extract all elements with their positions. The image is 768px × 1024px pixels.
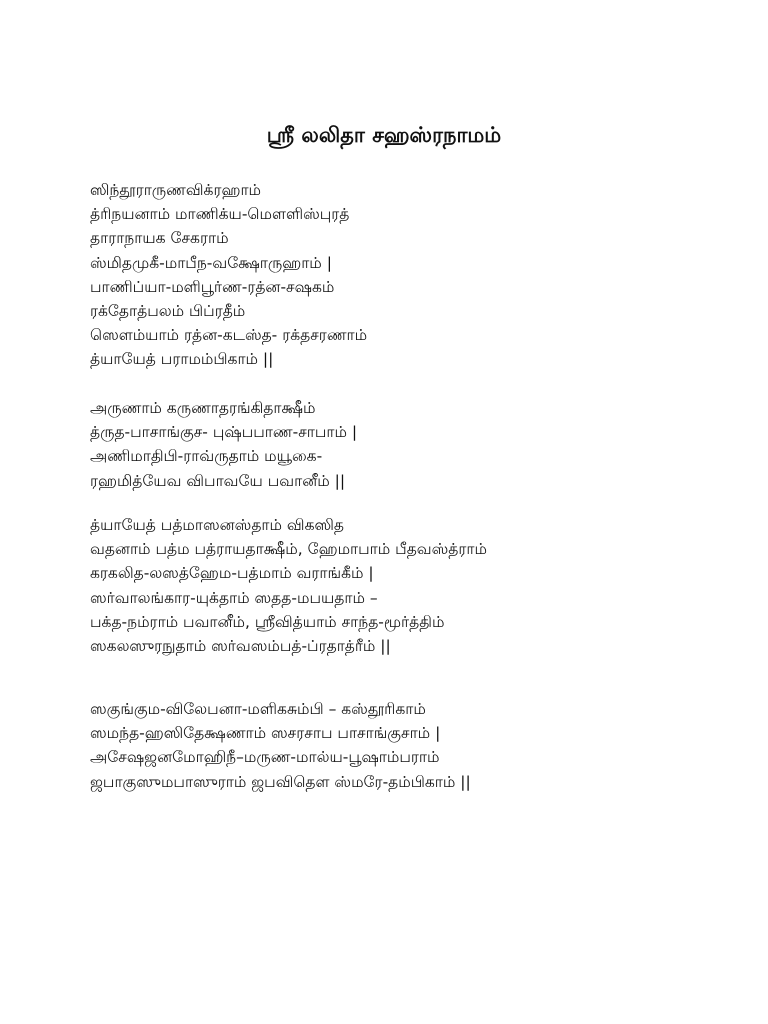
verse-line: ஜபாகுஸுமபாஸுராம் ஜபவிதௌ ஸ்மரே-தம்பிகாம் || xyxy=(90,772,471,791)
verse-line: பக்த-நம்ராம் பவானீம், ஸ்ரீவித்யாம் சாந்த-மூர்த்திம் xyxy=(90,612,445,631)
verse-line: ரஹமித்யேவ விபாவயே பவானீம் || xyxy=(90,471,346,490)
verse-line: வதனாம் பத்ம பத்ராயதாக்ஷீம், ஹேமாபாம் பீதவஸ்த்ராம் xyxy=(90,540,487,559)
stanza-4 xyxy=(90,697,730,794)
verse-line: அணிமாதிபி-ராவ்ருதாம் மயூகை- xyxy=(90,447,323,466)
verse-line: த்யாயேத் பத்மாஸனஸ்தாம் விகஸித xyxy=(90,516,344,534)
verse-line: ஸ்மிதமுகீ-மாபீந-வக்ஷோருஹாம் | xyxy=(90,253,332,272)
stanza-3 xyxy=(90,513,730,658)
verse-line: த்ருத-பாசாங்குச- புஷ்பபாண-சாபாம் | xyxy=(90,423,358,442)
verse-line: கரகலித-லஸத்ஹேம-பத்மாம் வராங்கீம் | xyxy=(90,564,374,583)
verse-line: அசேஷஜனமோஹிநீ–மருண-மால்ய-பூஷாம்பராம் xyxy=(90,748,440,767)
page-title: ஸ்ரீ லலிதா சஹஸ்ரநாமம் xyxy=(266,123,502,147)
verse-line: ஸர்வாலங்கார-யுக்தாம் ஸதத-மபயதாம் – xyxy=(90,588,378,607)
verse-line: த்ரிநயனாம் மாணிக்ய-மௌளிஸ்புரத் xyxy=(90,205,350,224)
verse-line: ஸௌம்யாம் ரத்ன-கடஸ்த- ரக்தசரணாம் xyxy=(90,326,368,345)
verse-line: ரக்தோத்பலம் பிப்ரதீம் xyxy=(90,301,246,320)
verse-line: ஸிந்தூராருணவிக்ரஹாம் xyxy=(90,181,262,199)
verse-line: ஸமந்த-ஹஸிதேக்ஷணாம் ஸசரசாப பாசாங்குசாம் | xyxy=(90,724,441,743)
verse-line: ஸகலஸுரநுதாம் ஸர்வஸம்பத்-ப்ரதாத்ரீம் || xyxy=(90,636,391,655)
stanza-2 xyxy=(90,396,730,493)
verse-line: ஸகுங்கும-விலேபனா-மளிகசும்பி – கஸ்தூரிகாம் xyxy=(90,700,426,718)
verse-line: த்யாயேத் பராமம்பிகாம் || xyxy=(90,350,274,369)
verse-line: அருணாம் கருணாதரங்கிதாக்ஷீம் xyxy=(90,399,316,417)
verse-line: பாணிப்யா-மளிபூர்ண-ரத்ன-சஷகம் xyxy=(90,277,335,296)
stanza-1 xyxy=(90,178,730,372)
verse-line: தாராநாயக சேகராம் xyxy=(90,229,229,248)
